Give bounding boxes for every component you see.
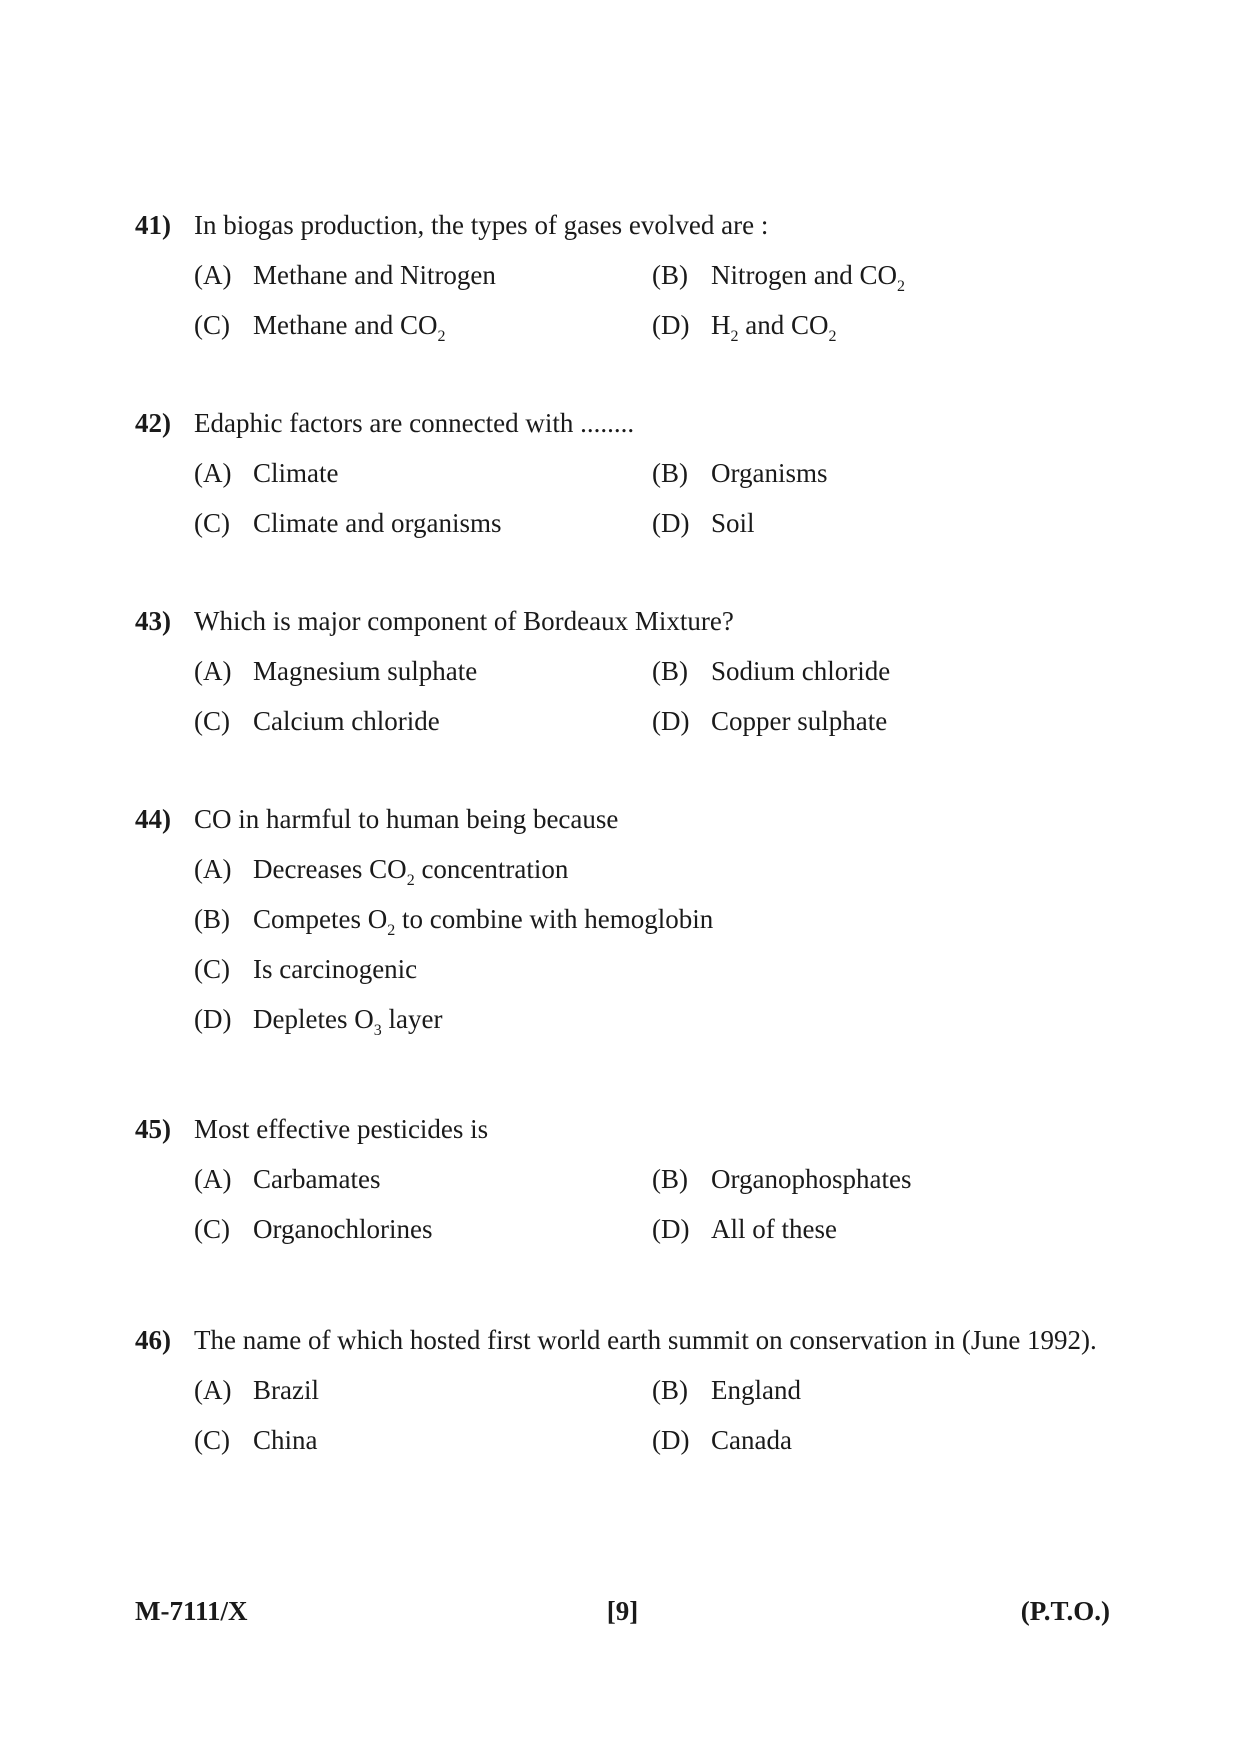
option-text: Methane and $CO_2$	[253, 310, 446, 345]
question-number: 44)	[135, 804, 171, 834]
option-a	[194, 1161, 652, 1197]
option-label: (D)	[652, 706, 690, 736]
question-number: 45)	[135, 1114, 171, 1144]
option-b	[652, 257, 1110, 293]
option-b	[652, 455, 1110, 491]
option-text: Calcium chloride	[253, 706, 440, 736]
option-text: Methane and Nitrogen	[253, 260, 496, 290]
option-b	[652, 653, 1110, 689]
option-a	[194, 257, 652, 293]
option-label: (D)	[652, 508, 690, 538]
option-text: Sodium chloride	[711, 656, 891, 686]
option-label: (A)	[194, 656, 232, 686]
question-number: 43)	[135, 606, 171, 636]
question-41	[135, 207, 1110, 343]
question-number: 41)	[135, 210, 171, 240]
question-text: The name of which hosted first world earth summit on conservation in (June 1992).	[194, 1325, 1097, 1355]
question-42	[135, 405, 1110, 541]
option-label: (B)	[194, 904, 230, 934]
option-a	[194, 851, 1094, 887]
option-text: All of these	[711, 1214, 837, 1244]
question-text: CO in harmful to human being because	[194, 804, 619, 834]
option-a	[194, 1372, 652, 1408]
option-label: (A)	[194, 1164, 232, 1194]
option-d	[194, 1001, 1094, 1037]
option-label: (C)	[194, 1214, 230, 1244]
page-number: [9]	[606, 1596, 639, 1626]
option-d	[652, 1211, 1110, 1247]
option-label: (C)	[194, 1425, 230, 1455]
question-text: Most effective pesticides is	[194, 1114, 489, 1144]
option-label: (D)	[194, 1004, 232, 1034]
option-text: Depletes $O_3$ layer	[253, 1004, 443, 1039]
option-c	[194, 951, 1094, 987]
option-text: Magnesium sulphate	[253, 656, 478, 686]
option-label: (D)	[652, 310, 690, 340]
option-label: (C)	[194, 508, 230, 538]
option-d	[652, 307, 1110, 343]
option-d	[652, 1422, 1110, 1458]
question-45	[135, 1111, 1110, 1247]
option-b	[194, 901, 1094, 937]
question-text: Edaphic factors are connected with ........	[194, 408, 635, 438]
option-label: (B)	[652, 1375, 688, 1405]
option-label: (C)	[194, 310, 230, 340]
option-label: (A)	[194, 260, 232, 290]
option-a	[194, 455, 652, 491]
option-d	[652, 703, 1110, 739]
option-c	[194, 307, 652, 343]
option-text: Decreases $CO_2$ concentration	[253, 854, 569, 889]
option-c	[194, 505, 652, 541]
option-text: Copper sulphate	[711, 706, 888, 736]
page-footer	[135, 1593, 1110, 1629]
question-text: Which is major component of Bordeaux Mixture?	[194, 606, 734, 636]
option-text: Brazil	[253, 1375, 319, 1405]
option-text: Competes $O_2$ to combine with hemoglobin	[253, 904, 714, 939]
option-c	[194, 1211, 652, 1247]
option-a	[194, 653, 652, 689]
pto-note: (P.T.O.)	[1020, 1596, 1110, 1626]
option-text: $H_2$ and $CO_2$	[711, 310, 837, 345]
option-label: (B)	[652, 458, 688, 488]
option-text: Climate and organisms	[253, 508, 502, 538]
option-label: (B)	[652, 656, 688, 686]
option-c	[194, 1422, 652, 1458]
option-label: (A)	[194, 458, 232, 488]
option-text: Carbamates	[253, 1164, 381, 1194]
question-46	[135, 1322, 1110, 1458]
option-text: Canada	[711, 1425, 792, 1455]
option-d	[652, 505, 1110, 541]
question-number: 46)	[135, 1325, 171, 1355]
option-text: Nitrogen and $CO_2$	[711, 260, 905, 295]
option-label: (D)	[652, 1425, 690, 1455]
option-label: (A)	[194, 1375, 232, 1405]
option-text: Is carcinogenic	[253, 954, 418, 984]
question-number: 42)	[135, 408, 171, 438]
paper-code: M-7111/X	[135, 1596, 248, 1626]
question-44	[135, 801, 1110, 1037]
option-label: (D)	[652, 1214, 690, 1244]
option-text: Organochlorines	[253, 1214, 433, 1244]
option-label: (A)	[194, 854, 232, 884]
option-text: Soil	[711, 508, 755, 538]
option-text: Climate	[253, 458, 339, 488]
option-b	[652, 1372, 1110, 1408]
option-text: England	[711, 1375, 801, 1405]
option-text: Organisms	[711, 458, 828, 488]
question-text: In biogas production, the types of gases evolved are :	[194, 210, 769, 240]
option-c	[194, 703, 652, 739]
option-label: (C)	[194, 954, 230, 984]
option-label: (B)	[652, 1164, 688, 1194]
question-43	[135, 603, 1110, 739]
option-label: (B)	[652, 260, 688, 290]
option-text: China	[253, 1425, 318, 1455]
option-label: (C)	[194, 706, 230, 736]
option-text: Organophosphates	[711, 1164, 912, 1194]
option-b	[652, 1161, 1110, 1197]
